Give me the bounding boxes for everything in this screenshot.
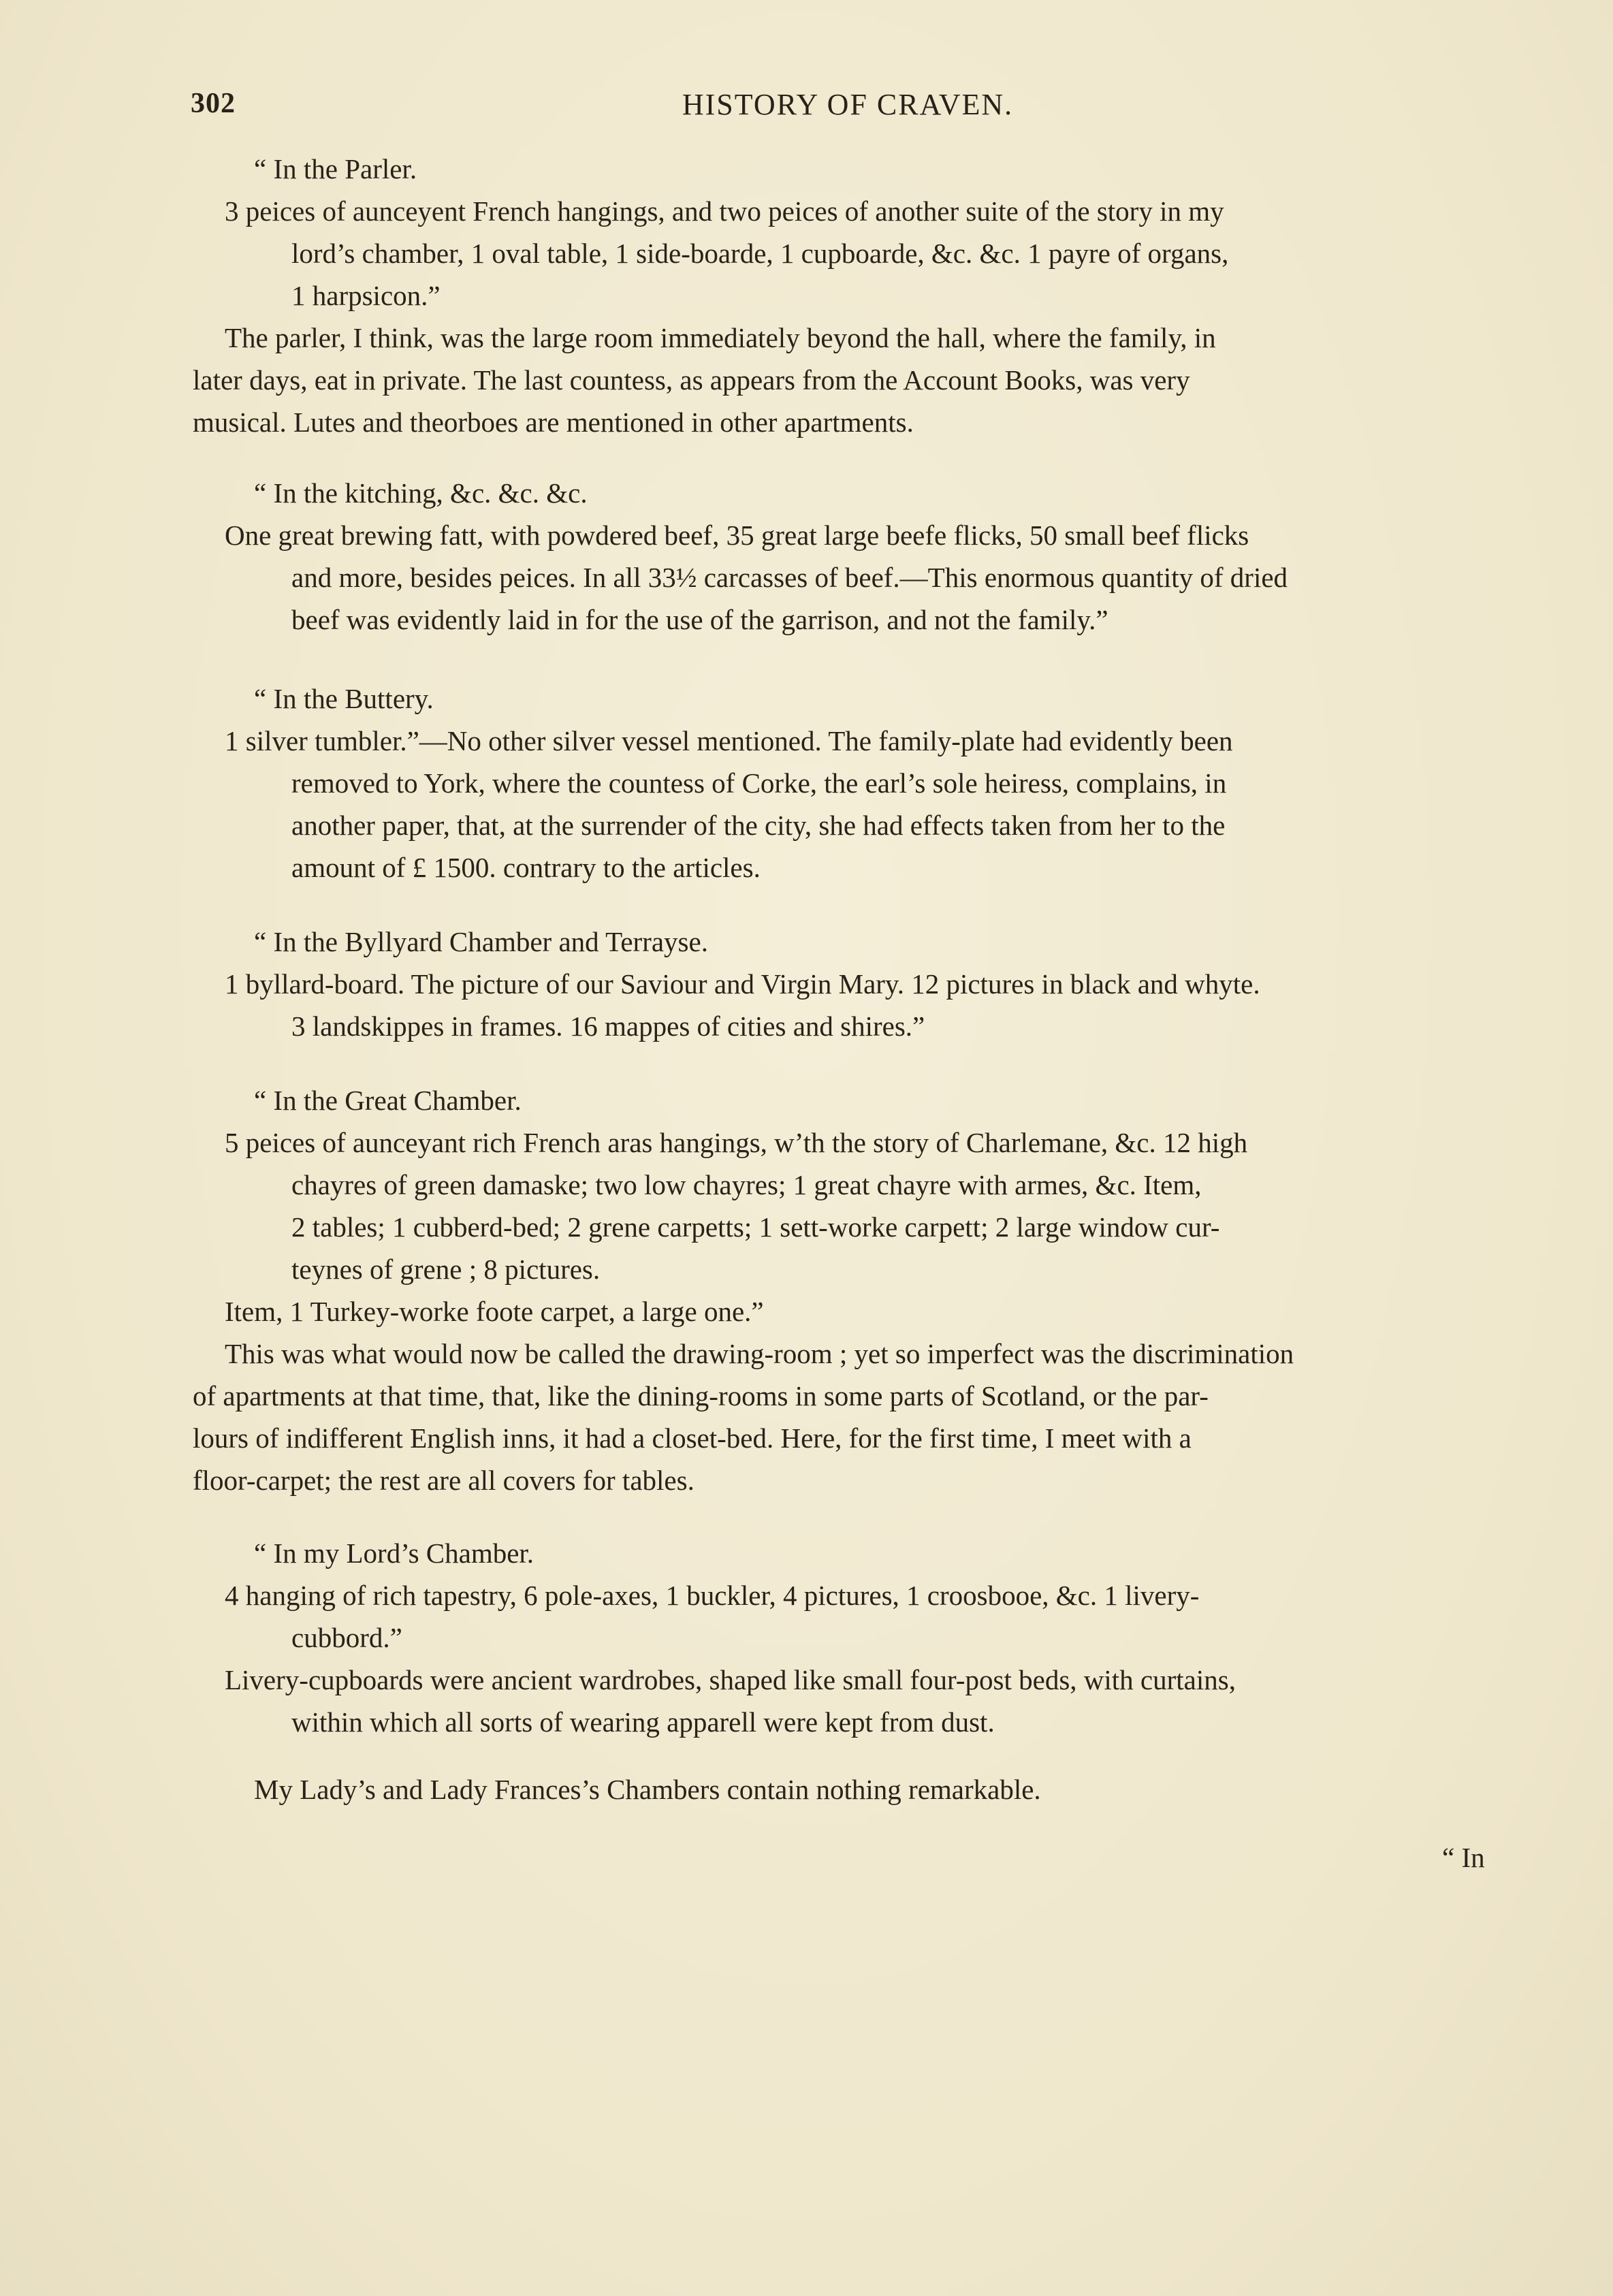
text-line: “ In my Lord’s Chamber.	[254, 1537, 534, 1569]
text-line: another paper, that, at the surrender of the city, she had effects taken from her to the	[291, 810, 1226, 841]
text-line: later days, eat in private. The last countess, as appears from the Account Books, was very	[193, 364, 1190, 396]
text-line: floor-carpet; the rest are all covers for tables.	[193, 1465, 694, 1496]
running-head: HISTORY OF CRAVEN.	[682, 88, 1014, 121]
text-line: “ In the Byllyard Chamber and Terrayse.	[254, 926, 708, 957]
text-line: lord’s chamber, 1 oval table, 1 side-boarde, 1 cupboarde, &c. &c. 1 payre of organs,	[291, 238, 1229, 269]
text-line: of apartments at that time, that, like the dining-rooms in some parts of Scotland, or the par-	[193, 1380, 1209, 1412]
page-header	[191, 87, 1505, 128]
text-line: 1 harpsicon.”	[291, 280, 441, 311]
text-line: amount of £ 1500. contrary to the articles.	[291, 852, 761, 883]
text-line: 4 hanging of rich tapestry, 6 pole-axes, 1 buckler, 4 pictures, 1 croosbooe, &c. 1 livery-	[225, 1580, 1200, 1611]
text-line: lours of indifferent English inns, it had a closet-bed. Here, for the first time, I meet with a	[193, 1422, 1192, 1454]
text-line: 3 peices of aunceyent French hangings, and two peices of another suite of the story in my	[225, 195, 1224, 227]
text-line: “ In the kitching, &c. &c. &c.	[254, 477, 588, 509]
text-line: within which all sorts of wearing apparell were kept from dust.	[291, 1706, 995, 1738]
text-line: musical. Lutes and theorboes are mentioned in other apartments.	[193, 406, 914, 438]
text-line: “ In the Great Chamber.	[254, 1085, 522, 1116]
text-line: This was what would now be called the drawing-room ; yet so imperfect was the discrimination	[225, 1338, 1294, 1369]
catchword: “ In	[1442, 1842, 1485, 1873]
text-line: The parler, I think, was the large room immediately beyond the hall, where the family, in	[225, 322, 1216, 353]
text-line: and more, besides peices. In all 33½ carcasses of beef.—This enormous quantity of dried	[291, 562, 1288, 593]
text-line: 3 landskippes in frames. 16 mappes of cities and shires.”	[291, 1010, 925, 1042]
text-line: 1 silver tumbler.”—No other silver vessel mentioned. The family-plate had evidently been	[225, 725, 1233, 756]
text-line: chayres of green damaske; two low chayres; 1 great chayre with armes, &c. Item,	[291, 1169, 1202, 1200]
text-line: removed to York, where the countess of Corke, the earl’s sole heiress, complains, in	[291, 767, 1227, 799]
text-line: “ In the Buttery.	[254, 683, 434, 714]
text-line: Livery-cupboards were ancient wardrobes, shaped like small four-post beds, with curtains,	[225, 1664, 1236, 1695]
text-line: One great brewing fatt, with powdered beef, 35 great large beefe flicks, 50 small beef flicks	[225, 520, 1249, 551]
text-line: 1 byllard-board. The picture of our Saviour and Virgin Mary. 12 pictures in black and whyte.	[225, 968, 1260, 1000]
text-line: “ In the Parler.	[254, 153, 417, 185]
text-line: 2 tables; 1 cubberd-bed; 2 grene carpetts; 1 sett-worke carpett; 2 large window cur-	[291, 1211, 1220, 1243]
text-line: My Lady’s and Lady Frances’s Chambers contain nothing remarkable.	[254, 1774, 1041, 1805]
text-line: beef was evidently laid in for the use of the garrison, and not the family.”	[291, 604, 1108, 635]
text-line: 5 peices of aunceyant rich French aras hangings, w’th the story of Charlemane, &c. 12 high	[225, 1127, 1248, 1158]
text-line: Item, 1 Turkey-worke foote carpet, a large one.”	[225, 1296, 764, 1327]
text-line: teynes of grene ; 8 pictures.	[291, 1254, 601, 1285]
text-line: cubbord.”	[291, 1622, 402, 1653]
page-number: 302	[191, 88, 236, 119]
